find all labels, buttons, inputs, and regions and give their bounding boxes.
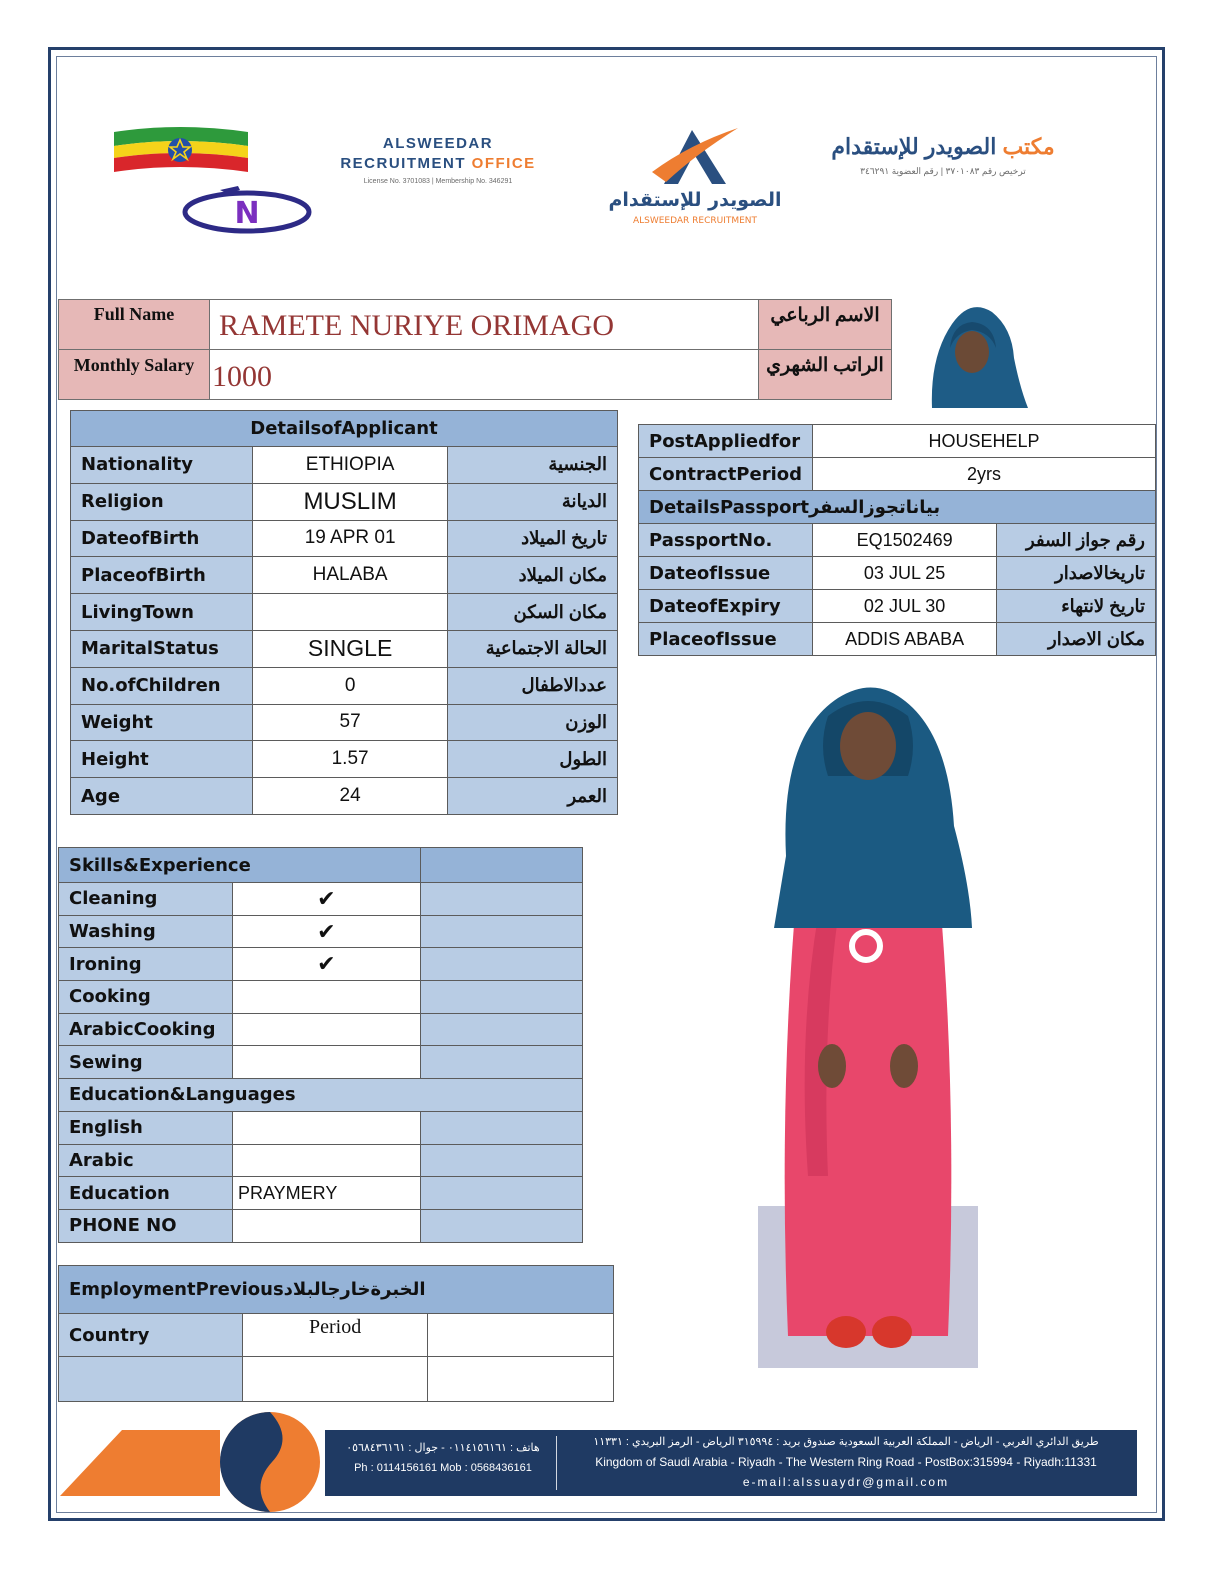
row-arabic-label: مكان الاصدار <box>997 623 1156 656</box>
applicant-photo-small <box>912 296 1030 408</box>
contract-period-value: 2yrs <box>813 458 1156 491</box>
post-applied-value: HOUSEHELP <box>813 425 1156 458</box>
edu-label: English <box>59 1111 233 1144</box>
footer-phone-english: Ph : 0114156161 Mob : 0568436161 <box>354 1462 532 1474</box>
table-row <box>59 1209 583 1242</box>
row-arabic-label: الجنسية <box>448 447 618 484</box>
passport-details-title: DetailsPassportبياناتجوزالسفر <box>639 491 1156 524</box>
checkmark-icon: ✔ <box>232 883 420 916</box>
table-row <box>71 704 618 741</box>
footer-address-english: Kingdom of Saudi Arabia - Riyadh - The Western Ring Road - PostBox:315994 - Riyadh:11331 <box>595 1455 1097 1469</box>
blank-cell <box>420 1209 582 1242</box>
footer-phones <box>330 1438 556 1478</box>
table-row <box>59 1144 583 1177</box>
full-name-label: Full Name <box>58 299 210 350</box>
edu-value: PRAYMERY <box>232 1177 420 1210</box>
brand-arabic-license: ترخيص رقم ٣٧٠١٠٨٣ | رقم العضوية ٣٤٦٢٩١ <box>860 166 1026 176</box>
monthly-salary-value: 1000 <box>209 349 759 400</box>
table-row <box>71 447 618 484</box>
table-row <box>59 1046 583 1079</box>
post-applied-label: PostAppliedfor <box>639 425 813 458</box>
row-arabic-label: عددالاطفال <box>448 667 618 704</box>
table-row <box>59 915 583 948</box>
table-row <box>639 524 1156 557</box>
brand-subtitle <box>322 155 554 172</box>
alsweedar-a-logo-icon <box>600 122 790 228</box>
footer-orange-logo-icon <box>60 1410 330 1514</box>
employment-title: EmploymentPreviousالخبرةخارجالبلاد <box>59 1266 614 1314</box>
blank-cell <box>420 1111 582 1144</box>
monthly-salary-arabic-label: الراتب الشهري <box>758 349 892 400</box>
skill-label: Ironing <box>59 948 233 981</box>
brand-arabic-b: الصويدر للإستقدام <box>831 134 997 159</box>
footer-address-arabic: طريق الدائري الغربي - الرياض - المملكة العربية السعودية صندوق بريد : ٣١٥٩٩٤ الرياض - الرمز البريدي : ١١٣٣١ <box>593 1436 1099 1448</box>
skills-table <box>58 847 583 1243</box>
row-label: MaritalStatus <box>71 630 253 667</box>
table-row <box>71 557 618 594</box>
table-row <box>59 948 583 981</box>
footer-divider <box>556 1436 557 1490</box>
blank-cell <box>420 915 582 948</box>
table-row <box>59 1111 583 1144</box>
row-value: ADDIS ABABA <box>813 623 997 656</box>
row-value: 02 JUL 30 <box>813 590 997 623</box>
blank-cell <box>420 883 582 916</box>
row-label: No.ofChildren <box>71 667 253 704</box>
row-arabic-label: الحالة الاجتماعية <box>448 630 618 667</box>
row-label: Nationality <box>71 447 253 484</box>
country-label: Country <box>59 1314 243 1357</box>
row-value: 03 JUL 25 <box>813 557 997 590</box>
row-label: Height <box>71 741 253 778</box>
blank-cell <box>420 948 582 981</box>
brand-subtitle-b: OFFICE <box>471 155 536 172</box>
row-label: Age <box>71 778 253 815</box>
blank-cell <box>420 981 582 1014</box>
row-value: ETHIOPIA <box>252 447 448 484</box>
row-value: 0 <box>252 667 448 704</box>
row-label: LivingTown <box>71 594 253 631</box>
education-title: Education&Languages <box>59 1079 583 1112</box>
ethiopia-flag-icon <box>110 126 252 176</box>
table-row <box>639 458 1156 491</box>
edu-label: Arabic <box>59 1144 233 1177</box>
table-row <box>639 623 1156 656</box>
table-row <box>71 594 618 631</box>
table-row <box>71 483 618 520</box>
row-value: HALABA <box>252 557 448 594</box>
table-row <box>71 667 618 704</box>
row-value: SINGLE <box>252 630 448 667</box>
edu-label: PHONE NO <box>59 1209 233 1242</box>
row-arabic-label: تاريخ لانتهاء <box>997 590 1156 623</box>
row-label: DateofExpiry <box>639 590 813 623</box>
table-row <box>71 520 618 557</box>
full-name-value: RAMETE NURIYE ORIMAGO <box>209 299 759 350</box>
svg-text:N: N <box>234 196 260 231</box>
full-name-arabic-label: الاسم الرباعي <box>758 299 892 350</box>
skills-title: Skills&Experience <box>59 848 421 883</box>
row-value <box>252 594 448 631</box>
skill-label: Cooking <box>59 981 233 1014</box>
skill-label: ArabicCooking <box>59 1013 233 1046</box>
table-row <box>59 1314 614 1357</box>
row-value: 24 <box>252 778 448 815</box>
table-row <box>59 883 583 916</box>
blank-cell <box>420 1144 582 1177</box>
table-row <box>59 981 583 1014</box>
row-arabic-label: مكان السكن <box>448 594 618 631</box>
edu-value <box>232 1209 420 1242</box>
n-logo-icon <box>180 182 314 234</box>
edu-value <box>232 1144 420 1177</box>
table-row <box>71 630 618 667</box>
brand-arabic-a: مكتب <box>1002 134 1055 159</box>
edu-value <box>232 1111 420 1144</box>
table-row <box>639 425 1156 458</box>
row-value: 1.57 <box>252 741 448 778</box>
row-value: 57 <box>252 704 448 741</box>
row-label: DateofIssue <box>639 557 813 590</box>
row-arabic-label: الطول <box>448 741 618 778</box>
brand-subtitle-a: RECRUITMENT <box>340 155 466 172</box>
blank-cell <box>428 1314 614 1357</box>
blank-cell <box>420 1177 582 1210</box>
table-row <box>71 741 618 778</box>
applicant-photo-full <box>758 676 978 1368</box>
row-label: PassportNo. <box>639 524 813 557</box>
blank-cell <box>242 1357 428 1402</box>
footer-address <box>560 1432 1132 1492</box>
skill-value <box>232 1046 420 1079</box>
table-row <box>59 1357 614 1402</box>
checkmark-icon: ✔ <box>232 915 420 948</box>
row-arabic-label: الديانة <box>448 483 618 520</box>
row-arabic-label: الوزن <box>448 704 618 741</box>
blank-cell <box>420 1046 582 1079</box>
table-row <box>59 1013 583 1046</box>
brand-arabic <box>812 134 1074 177</box>
row-value: 19 APR 01 <box>252 520 448 557</box>
blank-cell <box>428 1357 614 1402</box>
footer-email[interactable]: e-mail:alssuaydr@gmail.com <box>742 1475 950 1489</box>
monthly-salary-label: Monthly Salary <box>58 349 210 400</box>
brand-arabic-name <box>812 134 1074 160</box>
row-value: MUSLIM <box>252 483 448 520</box>
employment-table <box>58 1265 614 1402</box>
row-label: PlaceofBirth <box>71 557 253 594</box>
row-arabic-label: رقم جواز السفر <box>997 524 1156 557</box>
brand-license: License No. 3701083 | Membership No. 346291 <box>363 178 513 185</box>
skill-label: Sewing <box>59 1046 233 1079</box>
row-value: EQ1502469 <box>813 524 997 557</box>
skill-label: Washing <box>59 915 233 948</box>
row-label: PlaceofIssue <box>639 623 813 656</box>
blank-cell <box>420 1013 582 1046</box>
row-label: DateofBirth <box>71 520 253 557</box>
logo-arabic-text: الصويدر للإستقدام <box>608 189 782 211</box>
brand-english <box>322 135 554 185</box>
logo-english-text: ALSWEEDAR RECRUITMENT <box>632 216 758 226</box>
footer-phone-arabic: هاتف : ٠١١٤١٥٦١٦١ - جوال : ٠٥٦٨٤٣٦١٦١ <box>346 1442 540 1454</box>
row-label: Religion <box>71 483 253 520</box>
edu-label: Education <box>59 1177 233 1210</box>
skill-value <box>232 981 420 1014</box>
skill-label: Cleaning <box>59 883 233 916</box>
blank-cell <box>59 1357 243 1402</box>
contract-period-label: ContractPeriod <box>639 458 813 491</box>
row-label: Weight <box>71 704 253 741</box>
table-row <box>639 557 1156 590</box>
brand-name: ALSWEEDAR <box>382 135 494 152</box>
checkmark-icon: ✔ <box>232 948 420 981</box>
row-arabic-label: تاريخ الميلاد <box>448 520 618 557</box>
applicant-details-table <box>70 410 618 815</box>
table-row <box>71 778 618 815</box>
table-row <box>59 1177 583 1210</box>
table-row <box>639 590 1156 623</box>
period-label: Period <box>242 1314 428 1357</box>
applicant-details-title: DetailsofApplicant <box>71 411 618 447</box>
row-arabic-label: مكان الميلاد <box>448 557 618 594</box>
skills-title-blank <box>420 848 582 883</box>
post-passport-table <box>638 424 1156 656</box>
row-arabic-label: تاريخالاصدار <box>997 557 1156 590</box>
skill-value <box>232 1013 420 1046</box>
row-arabic-label: العمر <box>448 778 618 815</box>
